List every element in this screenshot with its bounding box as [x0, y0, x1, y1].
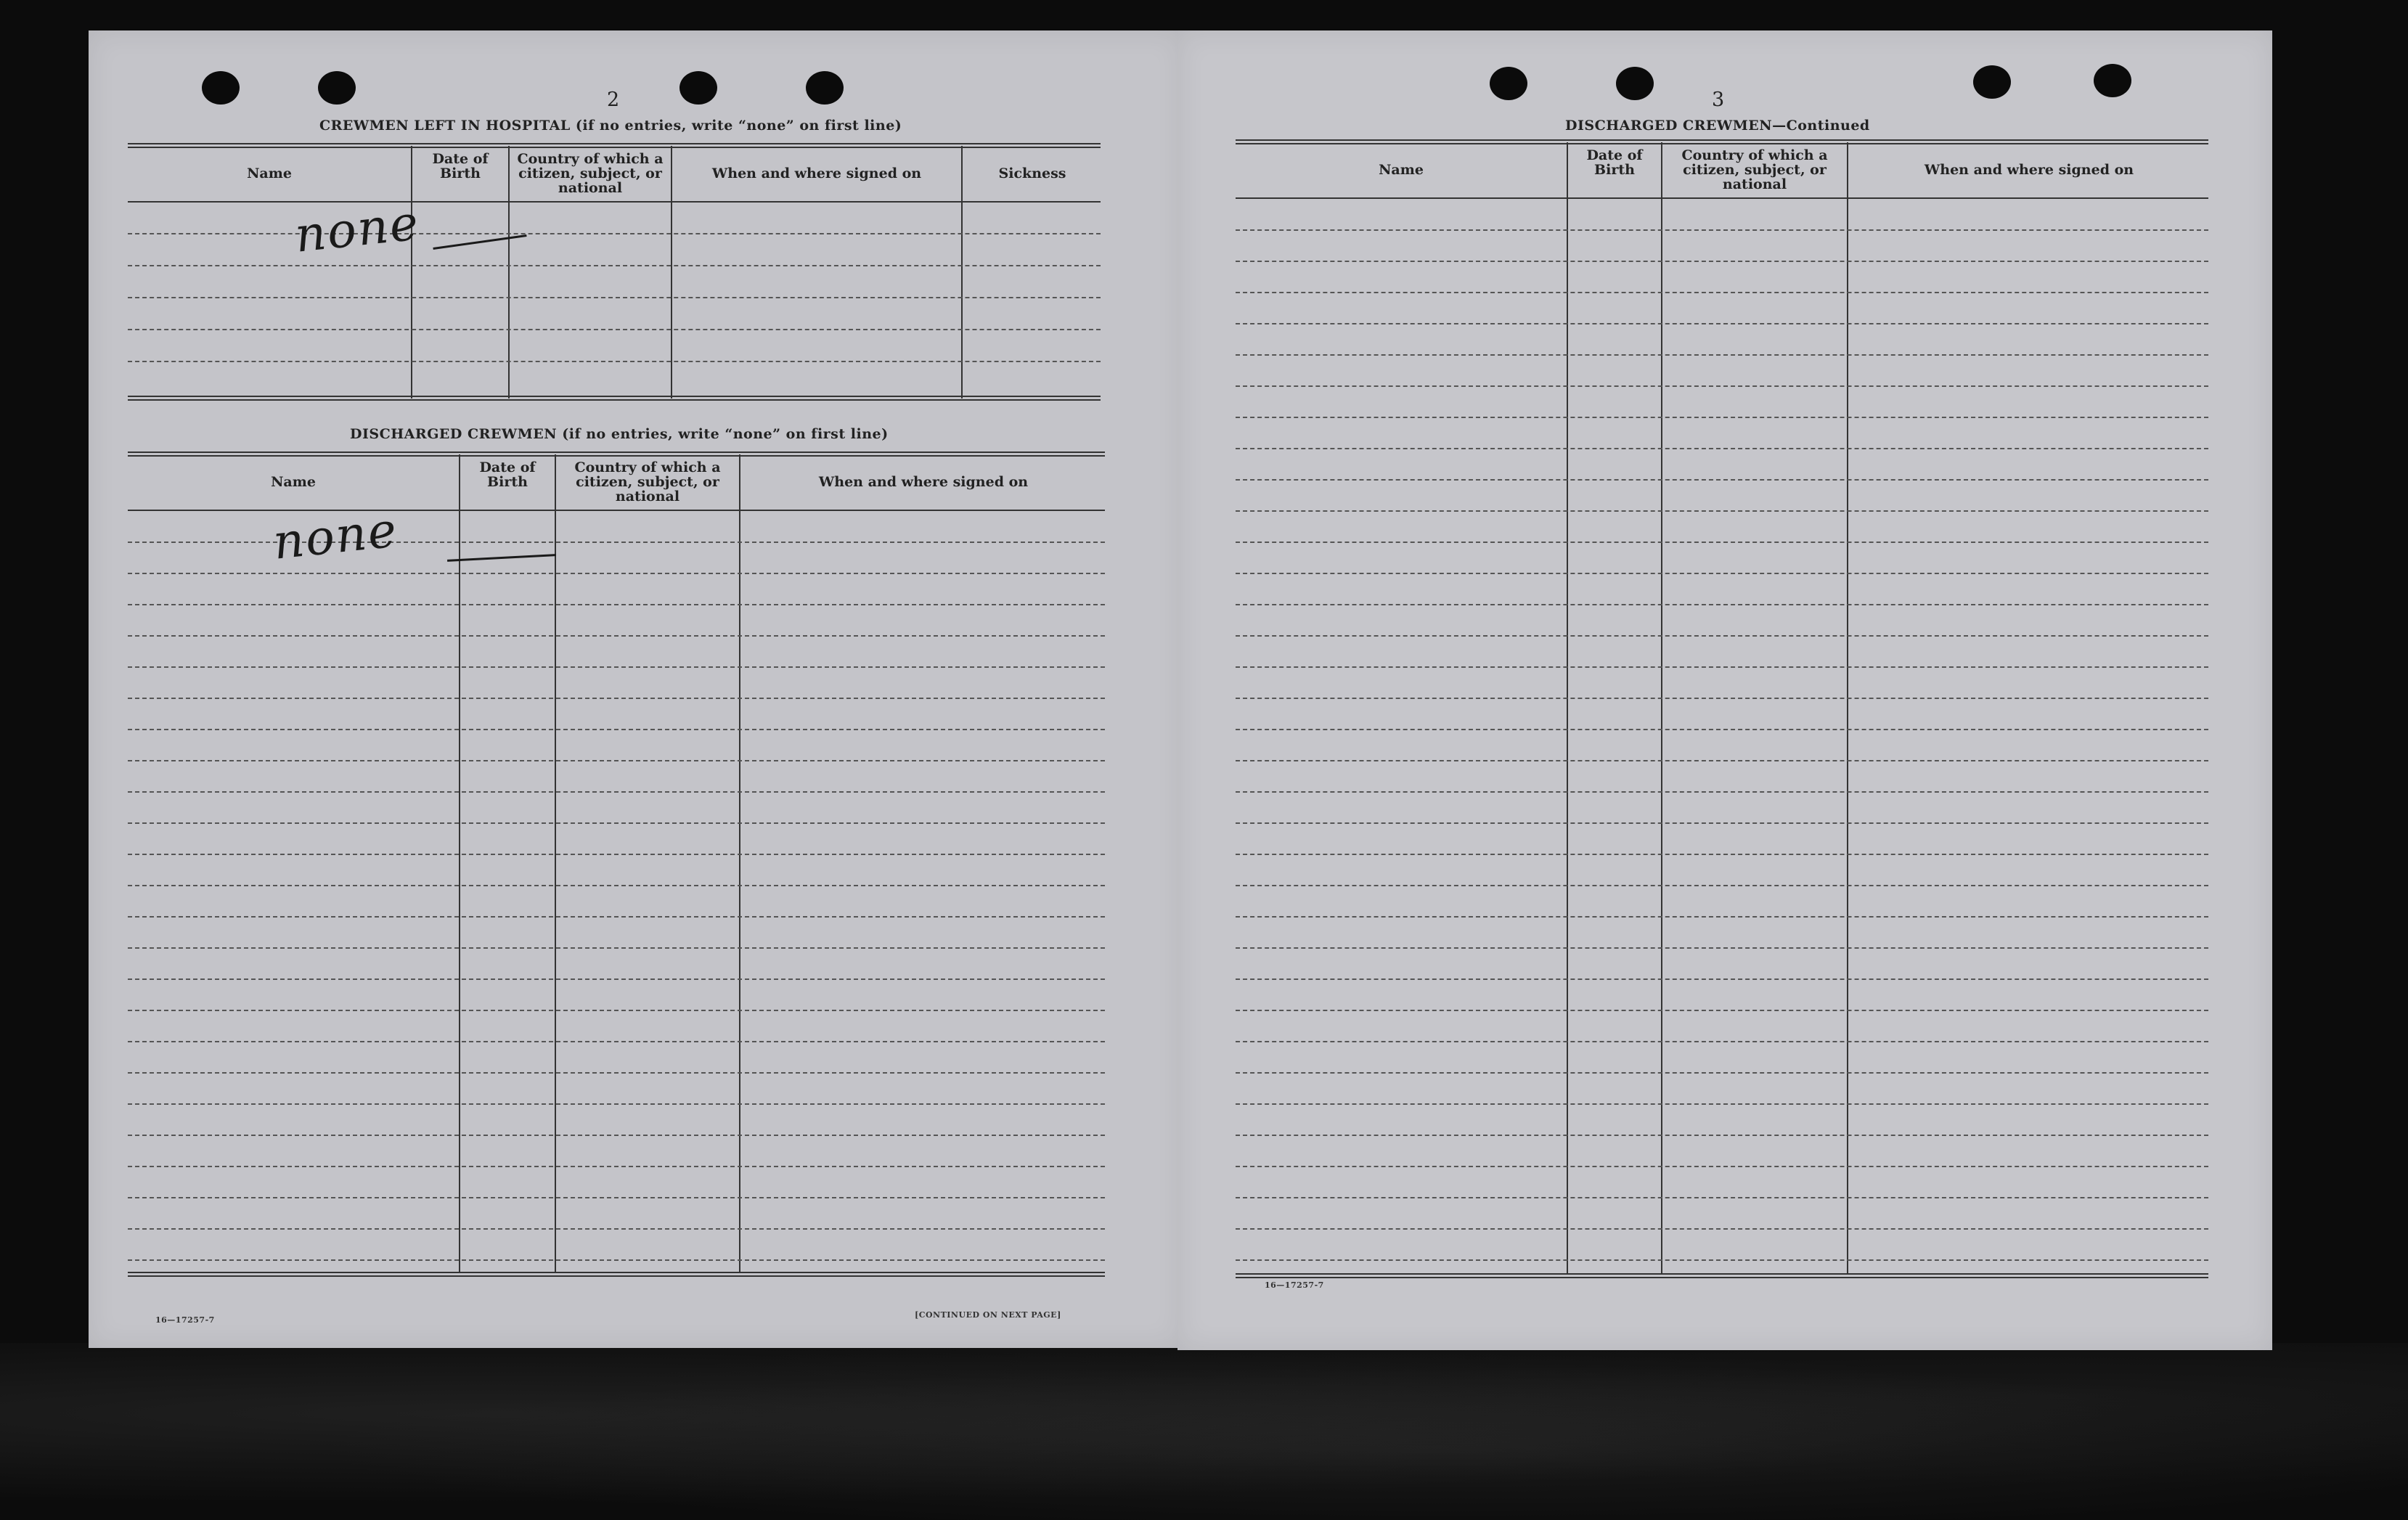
ruled-line [128, 978, 1105, 980]
ruled-line [1236, 729, 2208, 730]
ruled-line [1236, 1041, 2208, 1042]
column-header: Date of Birth [479, 459, 536, 490]
column-header: Sickness [998, 166, 1066, 181]
ruled-line [1236, 229, 2208, 231]
discharged-continued-table [1236, 139, 2208, 1308]
ruled-line [128, 1041, 1105, 1042]
ruled-line [1236, 854, 2208, 855]
ruled-line [128, 854, 1105, 855]
ruled-line [128, 760, 1105, 761]
ruled-line [1236, 760, 2208, 761]
ruled-line [1236, 885, 2208, 886]
handwriting-stroke [433, 234, 526, 250]
ruled-line [1236, 916, 2208, 918]
page-number: 3 [1712, 89, 1725, 111]
continued-note: [CONTINUED ON NEXT PAGE] [915, 1310, 1061, 1320]
ruled-line [128, 604, 1105, 605]
ruled-line [1236, 510, 2208, 512]
ruled-line [128, 822, 1105, 824]
ruled-line [1236, 479, 2208, 481]
handwriting-stroke [447, 554, 556, 562]
column-header: When and where signed on [818, 474, 1029, 490]
column-header: When and where signed on [1924, 162, 2134, 178]
ruled-line [128, 1135, 1105, 1136]
ruled-line [1236, 542, 2208, 543]
ruled-line [128, 1010, 1105, 1011]
ruled-line [1236, 1259, 2208, 1261]
handwritten-entry: none [270, 502, 401, 571]
column-header: Name [247, 166, 292, 181]
ruled-line [1236, 791, 2208, 793]
ruled-line [1236, 1103, 2208, 1105]
ruled-line [128, 1103, 1105, 1105]
ruled-line [1236, 292, 2208, 293]
scanner-background [0, 1343, 2408, 1520]
ruled-line [1236, 635, 2208, 637]
column-header: Name [271, 474, 316, 490]
ruled-line [1236, 1072, 2208, 1074]
ruled-line [1236, 448, 2208, 449]
punch-hole [1973, 65, 2011, 99]
ruled-line [128, 666, 1105, 668]
ruled-line [1236, 1197, 2208, 1198]
punch-hole [202, 71, 240, 105]
ruled-line [1236, 1010, 2208, 1011]
ruled-line [128, 916, 1105, 918]
ruled-line [128, 729, 1105, 730]
form-number: 16—17257-7 [155, 1315, 215, 1325]
page-number: 2 [607, 89, 620, 111]
ruled-line [128, 573, 1105, 574]
discharged-section-title: DISCHARGED CREWMEN (if no entries, write “none” on first line) [350, 426, 889, 442]
column-header: Date of Birth [1586, 147, 1643, 178]
ruled-line [1236, 417, 2208, 418]
ruled-line [128, 947, 1105, 949]
ruled-line [128, 1197, 1105, 1198]
ruled-line [1236, 947, 2208, 949]
ruled-line [128, 1259, 1105, 1261]
punch-hole [318, 71, 356, 105]
punch-hole [679, 71, 717, 105]
column-header: Country of which a citizen, subject, or national [1681, 147, 1828, 192]
ruled-line [1236, 822, 2208, 824]
column-header: Date of Birth [432, 151, 489, 181]
ruled-line [1236, 385, 2208, 387]
punch-hole [806, 71, 844, 105]
ruled-line [1236, 1166, 2208, 1167]
ruled-line [1236, 573, 2208, 574]
column-header: Country of which a citizen, subject, or national [574, 459, 721, 504]
handwritten-entry: none [292, 195, 423, 263]
ruled-line [1236, 698, 2208, 699]
punch-hole [1616, 67, 1654, 100]
ruled-line [128, 791, 1105, 793]
discharged-table [128, 451, 1105, 1308]
hospital-table [128, 143, 1101, 433]
ruled-line [1236, 261, 2208, 262]
right-page [1178, 30, 2272, 1350]
hospital-section-title: CREWMEN LEFT IN HOSPITAL (if no entries, write “none” on first line) [319, 118, 902, 134]
left-page [89, 30, 1183, 1348]
ruled-line [128, 885, 1105, 886]
punch-hole [2094, 64, 2131, 97]
ruled-line [128, 1072, 1105, 1074]
ruled-line [1236, 978, 2208, 980]
ruled-line [128, 698, 1105, 699]
ruled-line [1236, 354, 2208, 356]
form-number: 16—17257-7 [1265, 1280, 1324, 1290]
ruled-line [1236, 323, 2208, 324]
ruled-line [128, 1166, 1105, 1167]
ruled-line [128, 1228, 1105, 1230]
ruled-line [1236, 666, 2208, 668]
column-header: Country of which a citizen, subject, or national [517, 151, 664, 196]
column-header: Name [1379, 162, 1424, 178]
column-header: When and where signed on [711, 166, 922, 181]
discharged-continued-title: DISCHARGED CREWMEN—Continued [1565, 118, 1870, 134]
ruled-line [1236, 1228, 2208, 1230]
ruled-line [128, 635, 1105, 637]
ruled-line [1236, 1135, 2208, 1136]
ruled-line [1236, 604, 2208, 605]
punch-hole [1490, 67, 1527, 100]
